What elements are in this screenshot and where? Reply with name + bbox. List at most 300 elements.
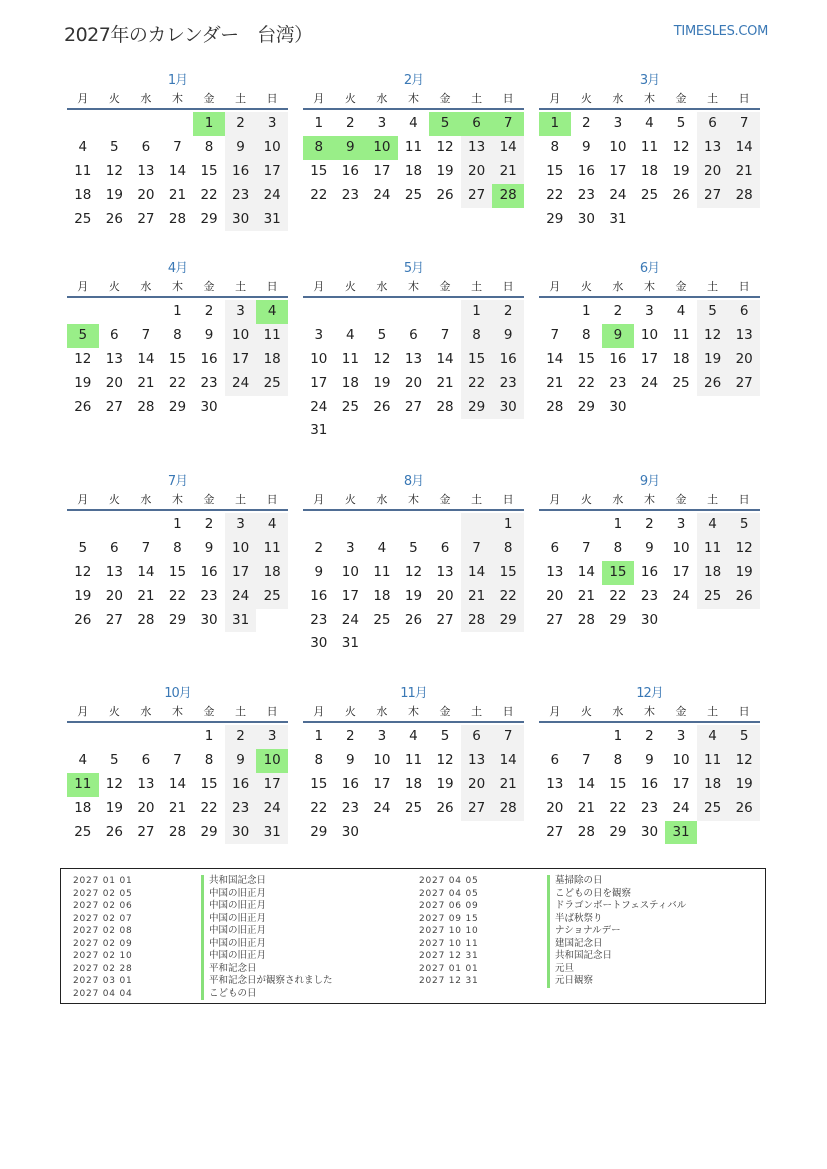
day-cell: 7	[728, 112, 760, 136]
holiday-row	[419, 900, 686, 913]
day-cell: 20	[137, 186, 155, 203]
day-cell: 28	[168, 823, 187, 840]
day-cell: 17	[672, 775, 690, 792]
weekday-header	[303, 703, 524, 723]
day-cell: 7	[550, 326, 560, 343]
weekday-label: 土	[471, 280, 483, 293]
day-cell: 22	[168, 374, 187, 391]
month-9	[539, 473, 760, 632]
day-cell: 4	[256, 300, 288, 324]
day-cell: 15	[577, 350, 595, 367]
weekday-label: 日	[738, 493, 750, 506]
weekday-label: 木	[643, 280, 655, 293]
day-cell: 13	[461, 749, 493, 773]
day-cell: 17	[256, 160, 288, 184]
day-cell: 25	[256, 585, 288, 609]
day-cell: 3	[314, 326, 324, 343]
day-cell: 29	[546, 210, 564, 227]
empty-cell	[366, 300, 398, 324]
holiday-row	[419, 888, 686, 901]
weekday-label: 日	[266, 493, 278, 506]
weekday-label: 木	[171, 705, 183, 718]
holiday-row	[419, 950, 686, 963]
day-cell: 23	[341, 186, 359, 203]
holiday-date: 2027 10 11	[419, 938, 479, 949]
day-cell: 4	[256, 513, 288, 537]
day-cell: 10	[225, 324, 257, 348]
day-cell: 3	[225, 513, 257, 537]
day-cell: 17	[310, 374, 328, 391]
day-cell: 28	[137, 611, 155, 628]
empty-cell	[67, 112, 99, 136]
day-cell: 22	[492, 585, 524, 609]
weekday-label: 水	[612, 92, 624, 105]
day-cell: 5	[440, 728, 450, 744]
day-cell: 1	[461, 300, 493, 324]
day-cell: 12	[373, 350, 391, 367]
day-grid	[303, 300, 524, 443]
day-cell: 10	[640, 326, 659, 343]
weekday-label: 木	[643, 92, 655, 105]
day-grid	[303, 513, 524, 656]
day-cell: 11	[697, 749, 729, 773]
weekday-label: 水	[612, 493, 624, 506]
month-title: 8月	[403, 474, 424, 489]
month-title: 12月	[636, 686, 663, 701]
day-cell: 13	[137, 775, 155, 792]
day-cell: 16	[341, 162, 359, 179]
day-cell: 4	[377, 539, 387, 556]
day-cell: 27	[461, 797, 493, 821]
day-cell: 2	[346, 115, 355, 131]
day-cell: 22	[200, 799, 218, 816]
day-cell: 3	[613, 115, 623, 131]
holiday-date: 2027 01 01	[73, 876, 133, 886]
day-cell: 27	[546, 823, 564, 840]
day-cell: 23	[577, 186, 595, 203]
day-cell: 5	[697, 300, 729, 324]
weekday-label: 土	[235, 280, 247, 293]
day-cell: 14	[577, 563, 595, 580]
day-cell: 12	[728, 537, 760, 561]
day-cell: 8	[613, 539, 623, 556]
day-cell: 26	[404, 611, 423, 628]
weekday-label: 金	[675, 280, 687, 293]
weekday-label: 月	[313, 92, 325, 105]
day-cell: 10	[366, 136, 398, 160]
day-cell: 27	[105, 398, 123, 415]
empty-cell	[429, 513, 461, 537]
day-cell: 13	[546, 563, 564, 580]
day-cell: 1	[582, 303, 591, 319]
day-cell: 18	[341, 374, 359, 391]
month-7	[67, 473, 288, 632]
day-cell: 23	[640, 799, 659, 816]
weekday-label: 金	[203, 705, 215, 718]
weekday-label: 月	[313, 493, 325, 506]
holiday-list-right	[419, 875, 686, 988]
day-cell: 11	[373, 563, 391, 580]
day-cell: 15	[310, 162, 328, 179]
day-cell: 7	[173, 138, 182, 155]
holiday-date: 2027 12 31	[419, 951, 479, 961]
day-cell: 30	[200, 611, 218, 628]
day-cell: 16	[640, 563, 659, 580]
day-cell: 16	[577, 162, 595, 179]
day-cell: 8	[550, 138, 560, 155]
day-grid	[303, 112, 524, 208]
day-cell: 29	[168, 398, 187, 415]
weekday-label: 火	[580, 280, 592, 293]
day-cell: 6	[409, 326, 418, 343]
day-cell: 13	[546, 775, 564, 792]
day-cell: 27	[137, 823, 155, 840]
day-cell: 24	[225, 372, 257, 396]
day-cell: 11	[404, 751, 423, 768]
day-cell: 20	[105, 587, 123, 604]
day-grid	[67, 513, 288, 632]
weekday-label: 月	[77, 493, 89, 506]
day-cell: 7	[141, 326, 151, 343]
day-cell: 24	[609, 186, 627, 203]
weekday-label: 月	[549, 705, 561, 718]
day-cell: 20	[105, 374, 123, 391]
day-cell: 25	[640, 186, 659, 203]
day-cell: 27	[436, 611, 454, 628]
day-cell: 17	[640, 350, 659, 367]
day-cell: 31	[609, 210, 627, 227]
day-cell: 18	[697, 773, 729, 797]
empty-cell	[539, 300, 571, 324]
day-cell: 8	[204, 138, 214, 155]
day-cell: 29	[200, 210, 218, 227]
day-cell: 20	[461, 160, 493, 184]
holiday-name: 墓掃除の日	[547, 875, 603, 888]
day-cell: 16	[341, 775, 359, 792]
day-cell: 22	[609, 799, 627, 816]
day-cell: 19	[436, 162, 454, 179]
day-cell: 28	[137, 398, 155, 415]
day-cell: 11	[67, 773, 99, 797]
day-cell: 10	[310, 350, 328, 367]
weekday-label: 火	[108, 280, 120, 293]
day-cell: 29	[200, 823, 218, 840]
day-cell: 3	[377, 115, 387, 131]
holiday-date: 2027 03 01	[73, 976, 133, 986]
holiday-row	[419, 975, 686, 988]
day-cell: 21	[492, 160, 524, 184]
day-cell: 21	[492, 773, 524, 797]
day-cell: 31	[341, 635, 359, 652]
day-cell: 13	[728, 324, 760, 348]
empty-cell	[429, 300, 461, 324]
holiday-date: 2027 10 10	[419, 926, 479, 936]
day-cell: 8	[582, 326, 591, 343]
day-cell: 26	[105, 210, 123, 227]
day-cell: 4	[78, 751, 88, 768]
day-cell: 1	[613, 516, 623, 532]
weekday-header	[539, 491, 760, 511]
holiday-date: 2027 12 31	[419, 976, 479, 986]
day-cell: 7	[141, 539, 151, 556]
day-cell: 2	[346, 728, 355, 744]
weekday-label: 金	[439, 280, 451, 293]
day-cell: 12	[105, 775, 123, 792]
day-cell: 28	[492, 184, 524, 208]
day-cell: 26	[672, 186, 690, 203]
day-cell: 9	[346, 751, 355, 768]
month-5	[303, 260, 524, 443]
day-cell: 14	[492, 749, 524, 773]
weekday-label: 水	[376, 493, 388, 506]
day-cell: 30	[640, 823, 659, 840]
weekday-label: 月	[549, 493, 561, 506]
day-cell: 30	[200, 398, 218, 415]
weekday-label: 日	[266, 92, 278, 105]
day-cell: 2	[204, 516, 214, 532]
holiday-row	[73, 888, 333, 901]
day-grid	[67, 725, 288, 844]
day-cell: 13	[105, 350, 123, 367]
weekday-label: 水	[376, 705, 388, 718]
day-cell: 19	[672, 162, 690, 179]
holiday-name: 中国の旧正月	[201, 913, 266, 926]
day-cell: 25	[697, 585, 729, 609]
holiday-date: 2027 01 01	[419, 963, 479, 974]
day-cell: 14	[168, 775, 187, 792]
day-cell: 2	[314, 539, 324, 556]
day-cell: 10	[256, 136, 288, 160]
day-cell: 17	[373, 162, 391, 179]
day-cell: 23	[609, 374, 627, 391]
weekday-label: 水	[376, 92, 388, 105]
day-cell: 26	[436, 186, 454, 203]
day-cell: 18	[697, 561, 729, 585]
day-cell: 11	[74, 162, 92, 179]
day-cell: 6	[440, 539, 450, 556]
day-cell: 24	[373, 186, 391, 203]
day-cell: 9	[225, 749, 257, 773]
holiday-name: 平和記念日が観察されました	[201, 975, 333, 988]
day-cell: 24	[310, 398, 328, 415]
holiday-date: 2027 02 05	[73, 888, 133, 899]
day-cell: 10	[609, 138, 627, 155]
day-cell: 5	[377, 326, 387, 343]
day-cell: 10	[256, 749, 288, 773]
weekday-label: 月	[77, 705, 89, 718]
month-title: 1月	[167, 73, 188, 88]
day-cell: 25	[74, 210, 92, 227]
day-cell: 24	[256, 797, 288, 821]
day-cell: 11	[640, 138, 659, 155]
holiday-row	[73, 988, 333, 1001]
holiday-row	[73, 913, 333, 926]
day-cell: 18	[404, 775, 423, 792]
day-cell: 31	[665, 821, 697, 845]
weekday-label: 火	[108, 493, 120, 506]
day-cell: 7	[461, 537, 493, 561]
day-cell: 16	[609, 350, 627, 367]
day-cell: 1	[314, 728, 324, 744]
day-cell: 18	[74, 799, 92, 816]
day-cell: 25	[256, 372, 288, 396]
holiday-list	[60, 868, 766, 1004]
day-cell: 5	[110, 138, 119, 155]
day-cell: 2	[613, 303, 623, 319]
day-grid	[539, 300, 760, 419]
day-cell: 16	[310, 587, 328, 604]
empty-cell	[398, 513, 430, 537]
empty-cell	[366, 513, 398, 537]
day-cell: 7	[492, 112, 524, 136]
month-6	[539, 260, 760, 419]
day-cell: 25	[404, 799, 423, 816]
day-cell: 4	[78, 138, 88, 155]
weekday-label: 木	[643, 705, 655, 718]
holiday-date: 2027 02 10	[73, 951, 133, 961]
month-title: 11月	[400, 686, 427, 701]
day-cell: 21	[168, 186, 187, 203]
day-grid	[539, 112, 760, 231]
holiday-name: 半ば秋祭り	[547, 913, 603, 926]
weekday-label: 金	[439, 92, 451, 105]
day-cell: 5	[67, 324, 99, 348]
weekday-label: 木	[407, 92, 419, 105]
weekday-label: 火	[580, 92, 592, 105]
day-cell: 25	[697, 797, 729, 821]
day-cell: 19	[105, 186, 123, 203]
day-cell: 15	[602, 561, 634, 585]
day-cell: 6	[550, 751, 560, 768]
weekday-label: 土	[707, 493, 719, 506]
day-cell: 16	[200, 350, 218, 367]
empty-cell	[130, 725, 162, 749]
day-cell: 31	[225, 609, 257, 633]
day-cell: 14	[546, 350, 564, 367]
day-cell: 5	[78, 539, 88, 556]
day-cell: 1	[204, 728, 214, 744]
day-cell: 23	[310, 611, 328, 628]
weekday-header	[303, 491, 524, 511]
day-cell: 22	[577, 374, 595, 391]
day-cell: 19	[74, 587, 92, 604]
day-cell: 21	[577, 799, 595, 816]
day-cell: 11	[697, 537, 729, 561]
day-cell: 14	[461, 561, 493, 585]
holiday-name: 建国記念日	[547, 938, 603, 951]
empty-cell	[130, 112, 162, 136]
day-cell: 19	[728, 773, 760, 797]
day-cell: 27	[461, 184, 493, 208]
day-cell: 18	[640, 162, 659, 179]
weekday-label: 水	[612, 280, 624, 293]
day-cell: 27	[105, 611, 123, 628]
day-cell: 28	[577, 823, 595, 840]
day-cell: 24	[672, 799, 690, 816]
weekday-label: 金	[439, 705, 451, 718]
day-cell: 2	[492, 300, 524, 324]
weekday-label: 水	[140, 493, 152, 506]
holiday-date: 2027 04 05	[419, 888, 479, 899]
empty-cell	[67, 725, 99, 749]
day-cell: 15	[200, 775, 218, 792]
day-cell: 6	[697, 112, 729, 136]
day-cell: 2	[645, 516, 654, 532]
weekday-label: 日	[266, 280, 278, 293]
day-cell: 13	[404, 350, 423, 367]
holiday-row	[73, 975, 333, 988]
day-cell: 9	[225, 136, 257, 160]
empty-cell	[571, 513, 603, 537]
day-cell: 18	[672, 350, 690, 367]
day-cell: 5	[429, 112, 461, 136]
holiday-row	[419, 963, 686, 976]
day-cell: 20	[697, 160, 729, 184]
day-cell: 31	[310, 422, 328, 439]
day-cell: 6	[141, 751, 151, 768]
day-cell: 13	[137, 162, 155, 179]
weekday-label: 木	[643, 493, 655, 506]
day-cell: 26	[74, 611, 92, 628]
day-cell: 9	[314, 563, 324, 580]
day-cell: 28	[168, 210, 187, 227]
day-cell: 26	[697, 372, 729, 396]
day-cell: 11	[256, 324, 288, 348]
month-2	[303, 72, 524, 208]
weekday-label: 土	[235, 92, 247, 105]
month-title: 10月	[164, 686, 191, 701]
weekday-label: 木	[407, 493, 419, 506]
day-cell: 27	[728, 372, 760, 396]
day-cell: 18	[74, 186, 92, 203]
month-title: 6月	[639, 261, 660, 276]
holiday-row	[73, 938, 333, 951]
day-cell: 21	[137, 374, 155, 391]
weekday-label: 土	[707, 92, 719, 105]
weekday-label: 土	[707, 705, 719, 718]
empty-cell	[67, 513, 99, 537]
day-cell: 17	[256, 773, 288, 797]
holiday-name: ナショナルデー	[547, 925, 621, 938]
day-cell: 26	[105, 823, 123, 840]
day-cell: 19	[74, 374, 92, 391]
day-cell: 28	[546, 398, 564, 415]
day-cell: 25	[672, 374, 690, 391]
day-cell: 17	[225, 348, 257, 372]
day-cell: 17	[373, 775, 391, 792]
day-cell: 15	[310, 775, 328, 792]
day-grid	[303, 725, 524, 844]
day-cell: 10	[341, 563, 359, 580]
holiday-name: こどもの日	[201, 988, 257, 1001]
day-cell: 30	[577, 210, 595, 227]
day-cell: 20	[728, 348, 760, 372]
day-cell: 7	[582, 539, 591, 556]
weekday-header	[67, 491, 288, 511]
day-cell: 21	[728, 160, 760, 184]
day-cell: 13	[436, 563, 454, 580]
weekday-header	[539, 278, 760, 298]
month-title: 5月	[403, 261, 424, 276]
day-cell: 9	[204, 539, 214, 556]
day-cell: 29	[609, 611, 627, 628]
day-cell: 8	[492, 537, 524, 561]
day-cell: 17	[609, 162, 627, 179]
day-cell: 16	[200, 563, 218, 580]
weekday-label: 金	[675, 92, 687, 105]
holiday-date: 2027 04 05	[419, 876, 479, 886]
day-cell: 20	[461, 773, 493, 797]
